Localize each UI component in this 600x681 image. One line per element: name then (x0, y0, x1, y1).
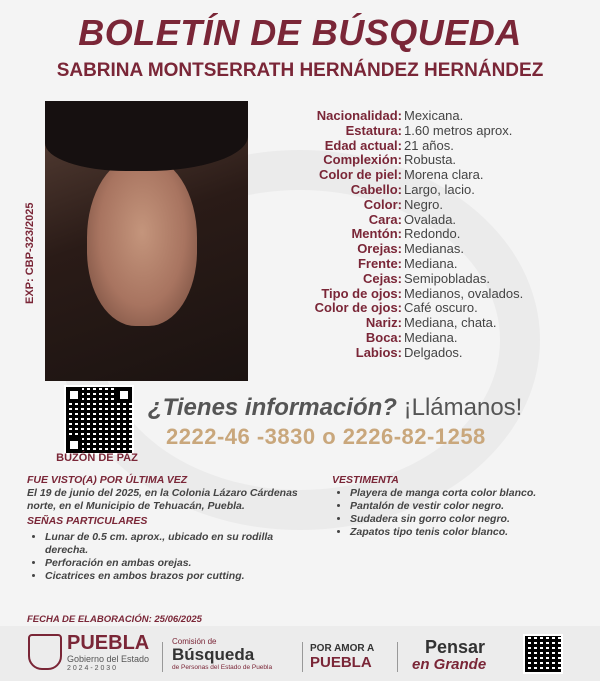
detail-value: Largo, lacio. (404, 181, 475, 197)
senas-list (27, 531, 299, 583)
photo-face (87, 156, 197, 326)
list-item: • Playera de manga corta color blanco. (350, 487, 592, 500)
detail-value: Medianas. (404, 241, 464, 257)
footer-qr-code[interactable] (523, 634, 563, 674)
bulletin-title: BOLETÍN DE BÚSQUEDA (78, 12, 522, 53)
detail-label: Cejas: (362, 270, 402, 286)
detail-label: Color: (363, 196, 402, 212)
detail-label: Cara: (368, 211, 402, 227)
detail-label: Estatura: (345, 122, 402, 138)
footer-puebla: PUEBLA (67, 632, 150, 654)
call-to-action: ¡Llámanos! (403, 394, 523, 421)
footer-years: 2 0 2 4 - 2 0 3 0 (67, 665, 117, 672)
creation-date: FECHA DE ELABORACIÓN: 25/06/2025 (27, 614, 202, 625)
detail-value: Mexicana. (404, 108, 464, 123)
case-number: EXP: CBP-323/2025 (24, 202, 36, 304)
buzon-qr-code[interactable] (64, 385, 134, 455)
detail-label: Boca: (365, 329, 402, 345)
buzon-label: BUZÓN DE PAZ (56, 452, 138, 464)
info-prompt (148, 394, 522, 422)
vestimenta-heading: VESTIMENTA (332, 474, 399, 486)
detail-label: Frente: (357, 255, 402, 271)
list-item: • Sudadera sin gorro color negro. (350, 513, 592, 526)
detail-value: Ovalada. (404, 211, 457, 227)
state-shield-icon (28, 634, 62, 670)
list-item: • Lunar de 0.5 cm. aprox., ubicado en su rodilla derecha. (45, 531, 299, 557)
list-item: • Pantalón de vestir color negro. (350, 500, 592, 513)
qr-corner (116, 387, 132, 403)
last-seen-section (27, 474, 299, 583)
detail-label: Cabello: (350, 181, 402, 197)
detail-value: Mediana. (404, 329, 458, 345)
missing-person-photo (45, 101, 248, 381)
detail-value: Delgados. (404, 344, 463, 360)
list-item: • Zapatos tipo tenis color blanco. (350, 526, 592, 539)
qr-corner (66, 387, 82, 403)
detail-label: Orejas: (357, 241, 402, 257)
detail-value: Negro. (404, 196, 444, 212)
vestimenta-list (332, 487, 592, 539)
footer-pensar: Pensar (425, 637, 486, 657)
detail-value: 1.60 metros aprox. (404, 122, 513, 138)
detail-label: Labios: (355, 344, 402, 360)
phone-numbers[interactable]: 2222-46 -3830 o 2226-82-1258 (166, 424, 486, 449)
detail-value: Mediana. (404, 255, 458, 271)
detail-value: Morena clara. (404, 167, 484, 183)
footer-puebla-brand: PUEBLA (310, 654, 372, 671)
info-question: ¿Tienes información? (148, 394, 397, 421)
list-item: • Cicatrices en ambos brazos por cutting. (45, 570, 299, 583)
detail-value: Mediana, chata. (404, 315, 497, 331)
details-values (404, 109, 584, 361)
footer-comision: Comisión de (172, 637, 217, 646)
qr-corner (66, 437, 82, 453)
detail-label: Complexión: (323, 152, 402, 168)
footer-divider (162, 642, 163, 672)
photo-hair (45, 101, 248, 171)
detail-label: Color de piel: (318, 167, 402, 183)
detail-label: Edad actual: (324, 137, 402, 153)
detail-value: Medianos, ovalados. (404, 285, 524, 301)
detail-label: Nacionalidad: (316, 108, 402, 123)
missing-person-name: SABRINA MONTSERRATH HERNÁNDEZ HERNÁNDEZ (56, 60, 544, 81)
detail-label: Mentón: (351, 226, 402, 242)
footer-gobierno: Gobierno del Estado (67, 654, 150, 664)
detail-value: Robusta. (404, 152, 457, 168)
detail-value: 21 años. (404, 137, 454, 153)
details-labels (250, 109, 402, 361)
senas-heading: SEÑAS PARTICULARES (27, 515, 148, 527)
footer-divider (397, 642, 398, 672)
footer-busqueda: Búsqueda (172, 645, 255, 664)
last-seen-heading: FUE VISTO(A) POR ÚLTIMA VEZ (27, 474, 188, 486)
footer-poramor: POR AMOR A (310, 643, 375, 654)
detail-label: Color de ojos: (314, 300, 402, 316)
detail-label: Nariz: (365, 315, 402, 331)
detail-label: Tipo de ojos: (321, 285, 402, 301)
footer-comision-sub: de Personas del Estado de Puebla (172, 664, 273, 671)
last-seen-text: El 19 de junio del 2025, en la Colonia Lázaro Cárdenas norte, en el Municipio de Tehuacán, Puebla. (27, 487, 298, 512)
list-item: • Perforación en ambas orejas. (45, 557, 299, 570)
footer-engrande: en Grande (412, 656, 487, 673)
detail-value: Semipobladas. (404, 270, 490, 286)
footer-divider (302, 642, 303, 672)
detail-value: Café oscuro. (404, 300, 478, 316)
detail-value: Redondo. (404, 226, 461, 242)
vestimenta-section (332, 474, 592, 539)
